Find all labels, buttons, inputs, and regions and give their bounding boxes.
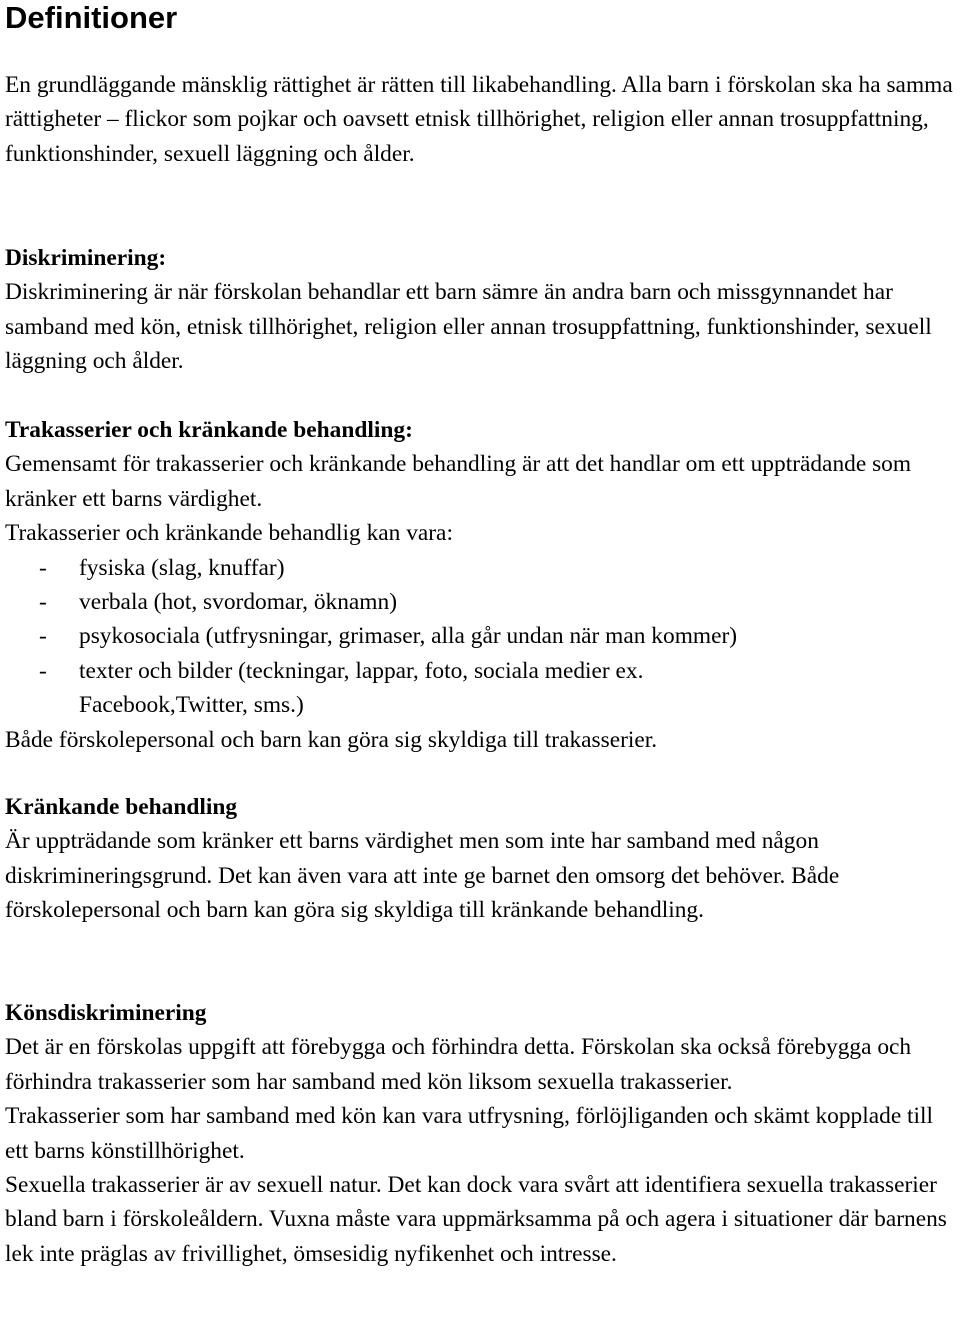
- list-item: - fysiska (slag, knuffar): [5, 551, 960, 585]
- list-dash: -: [39, 554, 47, 581]
- intro-paragraph: En grundläggande mänsklig rättighet är rätten till likabehandling. Alla barn i förskolan ska ha samma rättigheter – flickor som pojkar och oavsett etnisk tillhörighet, religion eller annan trosuppfattning, funktionshinder, sexuell läggning och ålder.: [5, 72, 953, 167]
- list-dash: -: [39, 589, 47, 616]
- list-dash: -: [39, 623, 47, 650]
- trakasserier-section: [5, 413, 960, 757]
- intro-section: [5, 68, 960, 171]
- konsdiskriminering-paragraph-2: Trakasserier som har samband med kön kan vara utfrysning, förlöjliganden och skämt kopplade till ett barns könstillhörighet.: [5, 1103, 934, 1164]
- list-item: - psykosociala (utfrysningar, grimaser, alla går undan när man kommer): [5, 619, 960, 653]
- trakasserier-heading: Trakasserier och kränkande behandling:: [5, 417, 413, 443]
- krankande-paragraph: Är uppträdande som kränker ett barns värdighet men som inte har samband med någon diskrimineringsgrund. Det kan även vara att inte ge barnet den omsorg det behöver. Både förskolepersonal och barn kan göra sig skyldiga till kränkande behandling.: [5, 828, 840, 924]
- krankande-heading: Kränkande behandling: [5, 794, 238, 820]
- diskriminering-section: [5, 241, 960, 379]
- trakasserier-list-intro: Trakasserier och kränkande behandlig kan vara:: [5, 520, 453, 547]
- diskriminering-heading: Diskriminering:: [5, 245, 167, 271]
- list-item: - texter och bilder (teckningar, lappar, foto, sociala medier ex. Facebook,Twitter, sms.): [5, 654, 960, 723]
- trakasserier-outro: Både förskolepersonal och barn kan göra sig skyldiga till trakasserier.: [5, 726, 658, 753]
- konsdiskriminering-heading: Könsdiskriminering: [5, 1000, 207, 1026]
- diskriminering-paragraph: Diskriminering är när förskolan behandlar ett barn sämre än andra barn och missgynnandet har samband med kön, etnisk tillhörighet, religion eller annan trosuppfattning, funktionshinder, sexuell läggning och ålder.: [5, 279, 932, 375]
- konsdiskriminering-paragraph-3: Sexuella trakasserier är av sexuell natur. Det kan dock vara svårt att identifiera sexuella trakasserier bland barn i förskoleåldern. Vuxna måste vara uppmärksamma på och agera i situationer där barnens lek inte präglas av frivillighet, ömsesidig nyfikenhet och intresse.: [5, 1172, 947, 1267]
- krankande-section: [5, 790, 960, 928]
- list-item: - verbala (hot, svordomar, öknamn): [5, 585, 960, 619]
- trakasserier-list: [5, 551, 960, 723]
- konsdiskriminering-paragraph-1: Det är en förskolas uppgift att förebygga och förhindra detta. Förskolan ska också förebygga och förhindra trakasserier som har samband med kön liksom sexuella trakasserier.: [5, 1034, 912, 1095]
- page-title: Definitioner: [5, 0, 178, 35]
- trakasserier-paragraph: Gemensamt för trakasserier och kränkande behandling är att det handlar om ett uppträdande som kränker ett barns värdighet.: [5, 451, 912, 512]
- list-dash: -: [39, 657, 47, 684]
- konsdiskriminering-section: [5, 996, 960, 1271]
